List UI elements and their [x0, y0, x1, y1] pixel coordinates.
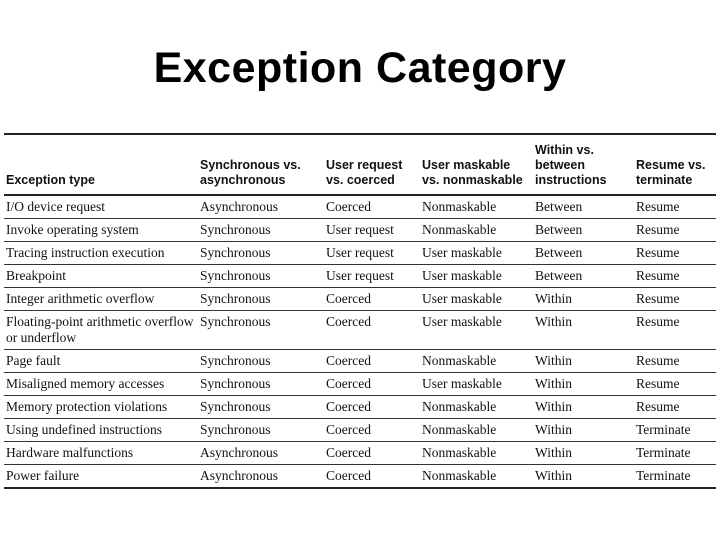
- cell-sync-async: Synchronous: [198, 242, 324, 265]
- table-row: [4, 419, 716, 442]
- cell-within-between: Within: [533, 419, 634, 442]
- page-title: Exception Category: [153, 44, 567, 92]
- cell-exception-type: Integer arithmetic overflow: [4, 288, 198, 311]
- column-header-sync-async: Synchronous vs. asynchronous: [198, 134, 324, 195]
- cell-maskable: Nonmaskable: [420, 396, 533, 419]
- cell-exception-type: Using undefined instructions: [4, 419, 198, 442]
- cell-resume-terminate: Resume: [634, 350, 716, 373]
- cell-exception-type: Hardware malfunctions: [4, 442, 198, 465]
- cell-maskable: User maskable: [420, 288, 533, 311]
- column-header-within-between: Within vs. between instructions: [533, 134, 634, 195]
- cell-request-coerced: User request: [324, 219, 420, 242]
- cell-maskable: User maskable: [420, 311, 533, 350]
- exception-table: [4, 133, 716, 489]
- cell-within-between: Within: [533, 311, 634, 350]
- cell-within-between: Between: [533, 242, 634, 265]
- cell-request-coerced: Coerced: [324, 396, 420, 419]
- cell-maskable: Nonmaskable: [420, 350, 533, 373]
- cell-resume-terminate: Resume: [634, 396, 716, 419]
- cell-maskable: Nonmaskable: [422, 468, 497, 483]
- cell-sync-async: Synchronous: [198, 396, 324, 419]
- table-row: [4, 396, 716, 419]
- cell-within-between: Within: [533, 396, 634, 419]
- cell-request-coerced: Coerced: [324, 350, 420, 373]
- cell-exception-type: Page fault: [4, 350, 198, 373]
- cell-exception-type: Memory protection violations: [4, 396, 198, 419]
- cell-request-coerced: Coerced: [326, 468, 371, 483]
- cell-request-coerced: Coerced: [324, 442, 420, 465]
- cell-resume-terminate: Resume: [634, 311, 716, 350]
- cell-maskable: User maskable: [420, 373, 533, 396]
- table-row: [4, 442, 716, 465]
- cell-exception-type: Tracing instruction execution: [4, 242, 198, 265]
- table-row: [4, 465, 716, 489]
- cell-within-between: Between: [533, 195, 634, 219]
- cell-resume-terminate: Resume: [634, 195, 716, 219]
- table-header-row: [4, 134, 716, 195]
- cell-maskable: Nonmaskable: [420, 195, 533, 219]
- cell-resume-terminate: Terminate: [636, 468, 691, 483]
- cell-sync-async: Synchronous: [198, 288, 324, 311]
- table-row: [4, 242, 716, 265]
- cell-maskable: Nonmaskable: [420, 419, 533, 442]
- cell-resume-terminate: Resume: [634, 265, 716, 288]
- cell-resume-terminate: Resume: [634, 219, 716, 242]
- cell-request-coerced: Coerced: [324, 373, 420, 396]
- cell-request-coerced: Coerced: [324, 288, 420, 311]
- cell-maskable: User maskable: [420, 265, 533, 288]
- cell-maskable: Nonmaskable: [420, 442, 533, 465]
- table-body: [4, 195, 716, 488]
- table-row: [4, 195, 716, 219]
- column-header-exception-type: Exception type: [4, 134, 198, 195]
- cell-within-between: Within: [535, 468, 572, 483]
- cell-sync-async: Synchronous: [198, 311, 324, 350]
- column-header-request-coerced: User request vs. coerced: [324, 134, 420, 195]
- cell-exception-type: Invoke operating system: [4, 219, 198, 242]
- cell-exception-type: Power failure: [6, 468, 80, 483]
- cell-request-coerced: Coerced: [324, 419, 420, 442]
- cell-sync-async: Synchronous: [198, 219, 324, 242]
- cell-request-coerced: Coerced: [324, 311, 420, 350]
- cell-maskable: User maskable: [420, 242, 533, 265]
- cell-sync-async: Synchronous: [198, 373, 324, 396]
- cell-resume-terminate: Resume: [634, 288, 716, 311]
- cell-exception-type: Misaligned memory accesses: [4, 373, 198, 396]
- cell-sync-async: Synchronous: [198, 350, 324, 373]
- cell-sync-async: Synchronous: [198, 419, 324, 442]
- table-row: [4, 350, 716, 373]
- cell-within-between: Within: [533, 442, 634, 465]
- cell-exception-type: Breakpoint: [4, 265, 198, 288]
- cell-sync-async: Asynchronous: [198, 442, 324, 465]
- cell-within-between: Within: [533, 373, 634, 396]
- cell-within-between: Within: [533, 350, 634, 373]
- cell-resume-terminate: Terminate: [634, 419, 716, 442]
- cell-resume-terminate: Resume: [634, 242, 716, 265]
- cell-maskable: Nonmaskable: [420, 219, 533, 242]
- cell-resume-terminate: Terminate: [634, 442, 716, 465]
- column-header-resume-terminate: Resume vs. terminate: [634, 134, 716, 195]
- column-header-maskable: User maskable vs. nonmaskable: [420, 134, 533, 195]
- table-row: [4, 219, 716, 242]
- cell-within-between: Between: [533, 219, 634, 242]
- cell-exception-type: I/O device request: [4, 195, 198, 219]
- table-row: [4, 288, 716, 311]
- cell-sync-async: Synchronous: [198, 265, 324, 288]
- table-row: [4, 373, 716, 396]
- cell-within-between: Within: [533, 288, 634, 311]
- cell-request-coerced: Coerced: [324, 195, 420, 219]
- cell-exception-type: Floating-point arithmetic overflow or underflow: [4, 311, 198, 350]
- cell-sync-async: Asynchronous: [200, 468, 278, 483]
- cell-request-coerced: User request: [324, 242, 420, 265]
- cell-resume-terminate: Resume: [634, 373, 716, 396]
- cell-within-between: Between: [533, 265, 634, 288]
- cell-request-coerced: User request: [324, 265, 420, 288]
- table-row: [4, 265, 716, 288]
- table-row: [4, 311, 716, 350]
- cell-sync-async: Asynchronous: [198, 195, 324, 219]
